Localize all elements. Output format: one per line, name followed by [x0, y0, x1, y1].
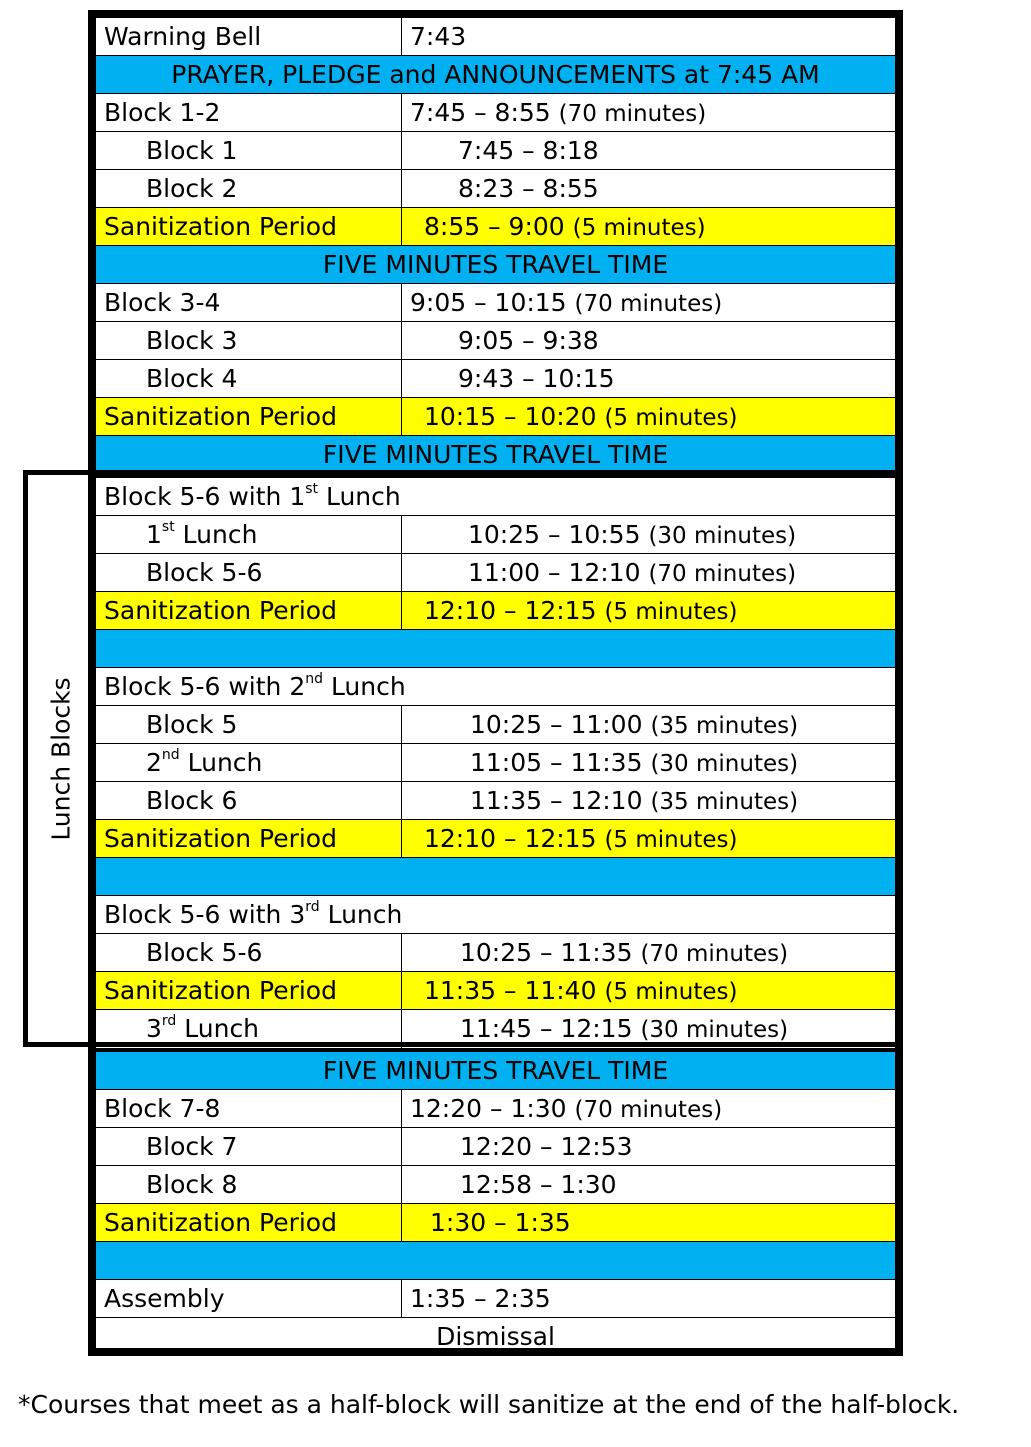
- row-duration: (30 minutes): [640, 1017, 789, 1043]
- row-time: 12:10 – 12:15: [424, 596, 597, 625]
- row-block-7: [96, 1128, 895, 1166]
- lunch-blocks-label: [30, 470, 92, 1047]
- row-duration: (70 minutes): [574, 1097, 723, 1123]
- row-time: 12:20 – 1:30: [410, 1094, 567, 1123]
- banner-announcements: [96, 56, 895, 94]
- row-block-1: [96, 132, 895, 170]
- row-block-1-2: [96, 94, 895, 132]
- banner-text: FIVE MINUTES TRAVEL TIME: [322, 1056, 669, 1085]
- banner-text: PRAYER, PLEDGE and ANNOUNCEMENTS at 7:45 AM: [171, 60, 820, 89]
- banner-text: FIVE MINUTES TRAVEL TIME: [322, 440, 669, 469]
- row-label: Block 6: [146, 786, 238, 815]
- row-duration: (30 minutes): [648, 523, 797, 549]
- row-time: 7:45 – 8:18: [458, 136, 599, 165]
- row-sanitization: [96, 592, 895, 630]
- row-block-5-6: [96, 554, 895, 592]
- row-label: Sanitization Period: [104, 1208, 337, 1237]
- row-duration: (70 minutes): [640, 941, 789, 967]
- row-time: 10:25 – 11:35: [460, 938, 633, 967]
- row-label: Sanitization Period: [104, 402, 337, 431]
- ordinal-suffix: nd: [161, 747, 180, 763]
- row-label: Block 3: [146, 326, 238, 355]
- row-time: 11:45 – 12:15: [460, 1014, 633, 1043]
- row-time: 8:23 – 8:55: [458, 174, 599, 203]
- row-time: 12:58 – 1:30: [460, 1170, 617, 1199]
- row-label: Block 1: [146, 136, 238, 165]
- row-label-end: Lunch: [179, 748, 263, 777]
- banner-travel-time: [96, 436, 895, 478]
- row-time: 11:35 – 11:40: [424, 976, 597, 1005]
- row-sanitization: [96, 1204, 895, 1242]
- banner-blank: [96, 1242, 895, 1280]
- row-time: 7:43: [410, 22, 467, 51]
- row-block-3: [96, 322, 895, 360]
- row-time: 1:30 – 1:35: [430, 1208, 571, 1237]
- row-label: Block 5-6 with 2: [104, 672, 306, 701]
- row-duration: (70 minutes): [574, 291, 723, 317]
- row-label-end: Lunch: [323, 672, 406, 701]
- footnote: *Courses that meet as a half-block will sanitize at the end of the half-block.: [18, 1390, 960, 1419]
- row-label: Block 4: [146, 364, 238, 393]
- row-time: 9:05 – 9:38: [458, 326, 599, 355]
- row-block-2: [96, 170, 895, 208]
- row-duration: (5 minutes): [604, 827, 738, 853]
- row-time: 11:00 – 12:10: [468, 558, 641, 587]
- row-warning-bell: [96, 18, 895, 56]
- schedule-table: [88, 10, 903, 1356]
- row-time: 9:05 – 10:15: [410, 288, 567, 317]
- row-block-5: [96, 706, 895, 744]
- row-time: 1:35 – 2:35: [410, 1284, 551, 1313]
- row-label: Block 3-4: [104, 288, 221, 317]
- row-time: 12:10 – 12:15: [424, 824, 597, 853]
- row-duration: (30 minutes): [650, 751, 799, 777]
- row-block-3-4: [96, 284, 895, 322]
- row-label: Block 8: [146, 1170, 238, 1199]
- row-label: Assembly: [104, 1284, 225, 1313]
- row-time: 11:35 – 12:10: [470, 786, 643, 815]
- row-label: 1: [146, 520, 162, 549]
- row-label: Warning Bell: [104, 22, 262, 51]
- banner-blank: [96, 858, 895, 896]
- row-label: Block 5: [146, 710, 238, 739]
- row-label: Block 1-2: [104, 98, 221, 127]
- row-sanitization: [96, 972, 895, 1010]
- banner-travel-time: [96, 1052, 895, 1090]
- row-label: Sanitization Period: [104, 976, 337, 1005]
- row-label: Block 2: [146, 174, 238, 203]
- row-assembly: [96, 1280, 895, 1318]
- row-label: Sanitization Period: [104, 596, 337, 625]
- banner-text: FIVE MINUTES TRAVEL TIME: [322, 250, 669, 279]
- row-duration: (35 minutes): [650, 713, 799, 739]
- row-time: 12:20 – 12:53: [460, 1132, 633, 1161]
- row-duration: (5 minutes): [604, 405, 738, 431]
- row-1st-lunch: [96, 516, 895, 554]
- row-sanitization: [96, 398, 895, 436]
- row-block-7-8: [96, 1090, 895, 1128]
- row-duration: (5 minutes): [572, 215, 706, 241]
- lunch-blocks-text: Lunch Blocks: [46, 676, 76, 841]
- row-block-4: [96, 360, 895, 398]
- row-time: 10:15 – 10:20: [424, 402, 597, 431]
- row-label: Block 7: [146, 1132, 238, 1161]
- row-label: Block 5-6: [146, 558, 263, 587]
- row-duration: (70 minutes): [648, 561, 797, 587]
- row-label: Block 7-8: [104, 1094, 221, 1123]
- row-block-5-6-1st-lunch-header: [96, 478, 895, 516]
- row-duration: (5 minutes): [604, 979, 738, 1005]
- row-duration: (35 minutes): [650, 789, 799, 815]
- row-label: 3: [146, 1014, 162, 1043]
- row-label: 2: [146, 748, 162, 777]
- dismissal-text: Dismissal: [436, 1322, 555, 1351]
- row-block-5-6-3rd-lunch-header: [96, 896, 895, 934]
- row-duration: (70 minutes): [558, 101, 707, 127]
- row-label: Block 5-6 with 1: [104, 482, 306, 511]
- ordinal-suffix: st: [161, 519, 175, 535]
- row-time: 7:45 – 8:55: [410, 98, 551, 127]
- row-duration: (5 minutes): [604, 599, 738, 625]
- banner-travel-time: [96, 246, 895, 284]
- banner-blank: [96, 630, 895, 668]
- row-label: Block 5-6: [146, 938, 263, 967]
- row-label-end: Lunch: [176, 1014, 260, 1043]
- row-label: Sanitization Period: [104, 212, 337, 241]
- row-block-5-6: [96, 934, 895, 972]
- row-2nd-lunch: [96, 744, 895, 782]
- ordinal-suffix: rd: [161, 1013, 177, 1029]
- row-block-6: [96, 782, 895, 820]
- row-time: 11:05 – 11:35: [470, 748, 643, 777]
- row-time: 10:25 – 11:00: [470, 710, 643, 739]
- row-time: 9:43 – 10:15: [458, 364, 615, 393]
- row-sanitization: [96, 208, 895, 246]
- row-label-end: Lunch: [318, 482, 401, 511]
- row-label: Sanitization Period: [104, 824, 337, 853]
- row-label-end: Lunch: [174, 520, 258, 549]
- row-sanitization: [96, 820, 895, 858]
- row-block-8: [96, 1166, 895, 1204]
- ordinal-suffix: rd: [305, 899, 320, 915]
- ordinal-suffix: nd: [305, 671, 323, 687]
- row-label: Block 5-6 with 3: [104, 900, 306, 929]
- row-block-5-6-2nd-lunch-header: [96, 668, 895, 706]
- row-3rd-lunch: [96, 1010, 895, 1052]
- row-dismissal: [96, 1318, 895, 1356]
- row-label-end: Lunch: [319, 900, 403, 929]
- row-time: 10:25 – 10:55: [468, 520, 641, 549]
- row-time: 8:55 – 9:00: [424, 212, 565, 241]
- ordinal-suffix: st: [305, 481, 319, 497]
